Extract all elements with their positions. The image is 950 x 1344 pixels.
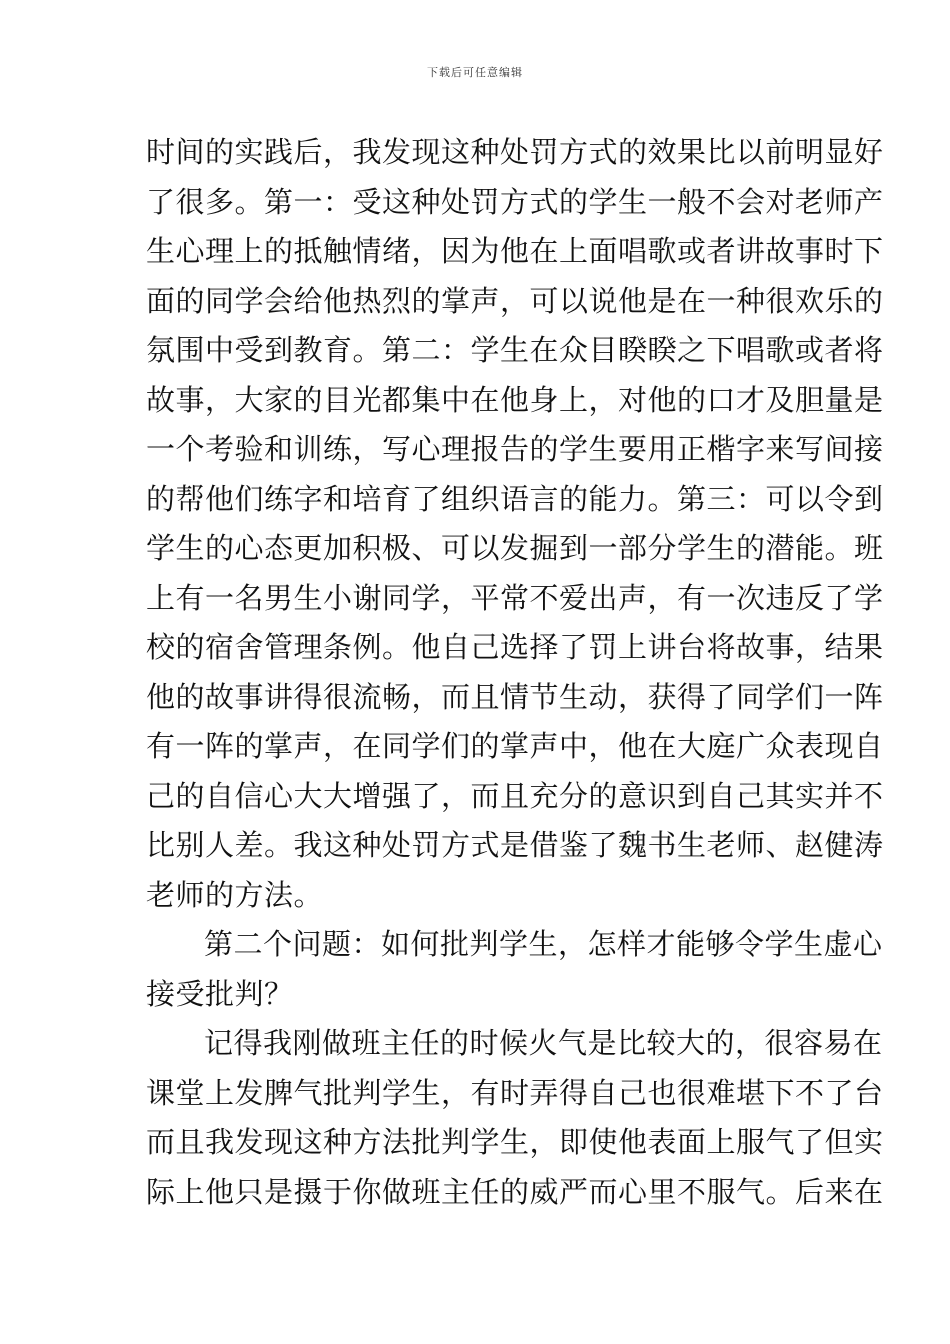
text-line: 的帮他们练字和培育了组织语言的能力。第三：可以令到 — [146, 481, 884, 516]
page-header: 下载后可任意编辑 — [427, 66, 523, 79]
paragraph — [146, 128, 884, 920]
text-line: 课堂上发脾气批判学生，有时弄得自己也很难堪下不了台 — [146, 1075, 884, 1110]
document-body — [146, 128, 884, 1217]
text-line: 记得我刚做班主任的时候火气是比较大的，很容易在 — [204, 1026, 883, 1060]
text-line: 校的宿舍管理条例。他自己选择了罚上讲台将故事，结果 — [146, 630, 884, 664]
text-line: 接受批判？ — [146, 976, 294, 1011]
text-line: 了很多。第一：受这种处罚方式的学生一般不会对老师产 — [146, 184, 884, 219]
text-line: 有一阵的掌声，在同学们的掌声中，他在大庭广众表现自 — [146, 729, 884, 763]
text-line: 学生的心态更加积极、可以发掘到一部分学生的潜能。班 — [146, 531, 884, 565]
text-line: 而且我发现这种方法批判学生，即使他表面上服气了但实 — [146, 1125, 884, 1159]
text-line: 生心理上的抵触情绪，因为他在上面唱歌或者讲故事时下 — [146, 234, 884, 268]
paragraph — [146, 1019, 884, 1217]
text-line: 氛围中受到教育。第二：学生在众目睽睽之下唱歌或者将 — [146, 333, 884, 367]
text-line: 上有一名男生小谢同学，平常不爱出声，有一次违反了学 — [146, 580, 884, 615]
text-line: 一个考验和训练，写心理报告的学生要用正楷字来写间接 — [146, 432, 884, 466]
paragraph — [146, 920, 883, 1019]
text-line: 老师的方法。 — [146, 877, 324, 912]
text-line: 面的同学会给他热烈的掌声，可以说他是在一种很欢乐的 — [146, 283, 884, 318]
text-line: 比别人差。我这种处罚方式是借鉴了魏书生老师、赵健涛 — [146, 828, 884, 862]
text-line: 他的故事讲得很流畅，而且情节生动，获得了同学们一阵 — [146, 679, 884, 714]
text-line: 时间的实践后，我发现这种处罚方式的效果比以前明显好 — [146, 135, 884, 169]
text-line: 第二个问题：如何批判学生，怎样才能够令学生虚心 — [204, 927, 883, 961]
text-line: 际上他只是摄于你做班主任的威严而心里不服气。后来在 — [146, 1174, 884, 1209]
text-line: 己的自信心大大增强了，而且充分的意识到自己其实并不 — [146, 778, 884, 813]
text-line: 故事，大家的目光都集中在他身上，对他的口才及胆量是 — [146, 382, 884, 417]
